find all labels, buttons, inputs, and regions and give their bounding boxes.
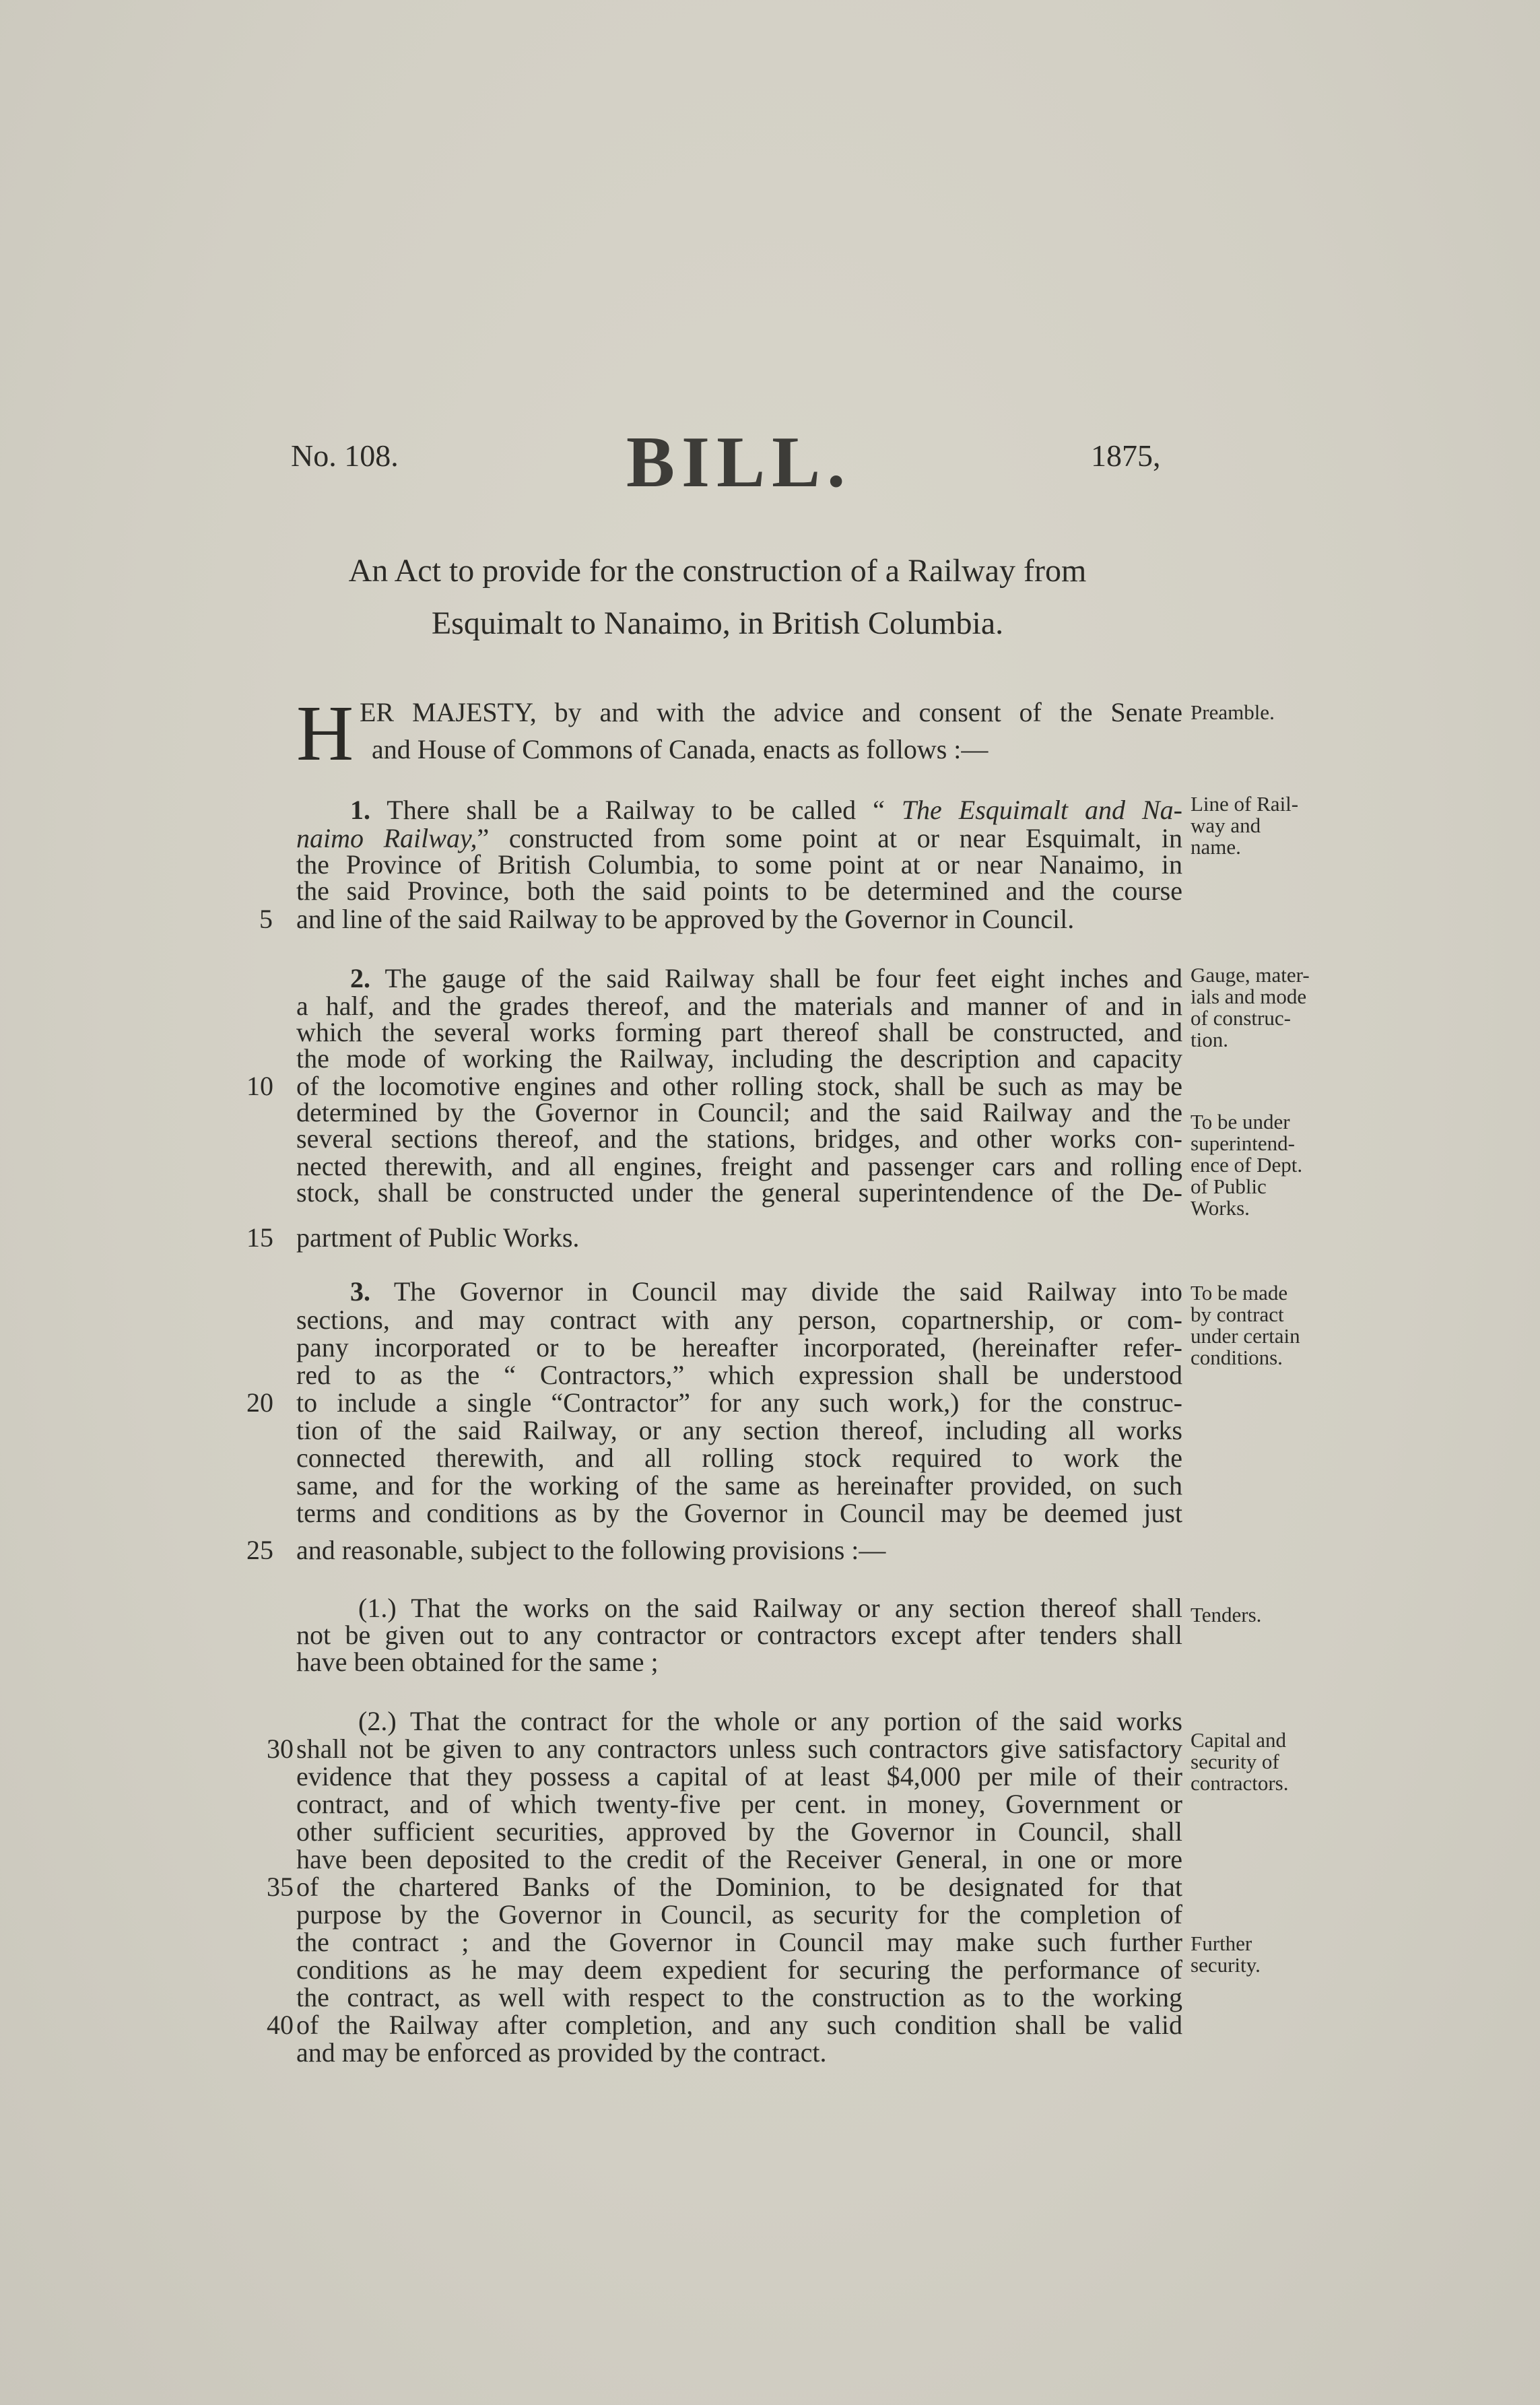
- section-2-line: several sections thereof, and the stations, bridges, and other works con-: [296, 1123, 1182, 1154]
- margin-note: name.: [1191, 835, 1241, 859]
- section-3-line: terms and conditions as by the Governor in Council may be deemed just: [296, 1498, 1182, 1528]
- margin-note: Tenders.: [1191, 1603, 1262, 1626]
- section-1-line: the said Province, both the said points to be determined and the course: [296, 876, 1182, 906]
- margin-note: Gauge, mater-: [1191, 963, 1310, 987]
- bill-heading: BILL.: [626, 422, 852, 502]
- text-span: The gauge of the said Railway shall be four feet eight inches and: [370, 963, 1182, 993]
- provision-2-line: conditions as he may deem expedient for securing the performance of: [296, 1954, 1182, 1985]
- section-number: 1.: [350, 795, 370, 825]
- provision-2-line: and may be enforced as provided by the contract.: [296, 2037, 827, 2068]
- provision-2-line: shall not be given to any contractors unless such contractors give satisfactory: [296, 1734, 1182, 1764]
- section-1-line: and line of the said Railway to be approved by the Governor in Council.: [296, 904, 1075, 934]
- provision-2-line: of the Railway after completion, and any such condition shall be valid: [296, 2010, 1182, 2040]
- provision-2-line: evidence that they possess a capital of at least $4,000 per mile of their: [296, 1761, 1182, 1791]
- section-2-line: partment of Public Works.: [296, 1222, 580, 1253]
- provision-1-line: (1.) That the works on the said Railway or any section thereof shall: [358, 1593, 1182, 1623]
- drop-cap: H: [296, 689, 354, 777]
- bill-year: 1875,: [1091, 438, 1161, 473]
- line-number: 20: [246, 1387, 273, 1418]
- section-2-line: nected therewith, and all engines, freight and passenger cars and rolling: [296, 1151, 1182, 1181]
- margin-note: contractors.: [1191, 1771, 1289, 1795]
- text-span: There shall be a Railway to be called “: [370, 795, 902, 825]
- section-number: 3.: [350, 1276, 370, 1307]
- line-number: 10: [246, 1071, 273, 1101]
- line-number: 5: [259, 904, 273, 934]
- margin-note: To be made: [1191, 1281, 1288, 1305]
- section-2-line: a half, and the grades thereof, and the materials and manner of and in: [296, 991, 1182, 1021]
- provision-2-line: of the chartered Banks of the Dominion, to be designated for that: [296, 1872, 1182, 1902]
- margin-note: To be under: [1191, 1110, 1290, 1133]
- provision-2-line: the contract ; and the Governor in Council may make such further: [296, 1927, 1182, 1957]
- section-3-line: connected therewith, and all rolling stock required to work the: [296, 1443, 1182, 1473]
- section-3-line: pany incorporated or to be hereafter incorporated, (hereinafter refer-: [296, 1332, 1182, 1362]
- act-title-line-2: Esquimalt to Nanaimo, in British Columbia.: [431, 605, 1004, 641]
- section-number: 2.: [350, 963, 370, 993]
- act-title-line-1: An Act to provide for the construction of a Railway from: [348, 553, 1087, 589]
- section-1-line: the Province of British Columbia, to some point at or near Nanaimo, in: [296, 849, 1182, 880]
- line-number: 30: [267, 1734, 294, 1764]
- margin-note: tion.: [1191, 1028, 1228, 1051]
- provision-1-line: not be given out to any contractor or contractors except after tenders shall: [296, 1620, 1182, 1650]
- provision-2-line: other sufficient securities, approved by the Governor in Council, shall: [296, 1816, 1182, 1847]
- section-3-line: and reasonable, subject to the following provisions :—: [296, 1535, 886, 1565]
- section-1-line: [350, 797, 1182, 824]
- margin-note: Works.: [1191, 1196, 1250, 1220]
- margin-note: by contract: [1191, 1303, 1284, 1326]
- provision-2-line: the contract, as well with respect to the construction as to the working: [296, 1982, 1182, 2012]
- line-number: 25: [246, 1535, 273, 1565]
- section-2-line: stock, shall be constructed under the general superintendence of the De-: [296, 1177, 1182, 1208]
- line-number: 15: [246, 1222, 273, 1253]
- margin-note: under certain: [1191, 1324, 1300, 1348]
- section-2-line: determined by the Governor in Council; and the said Railway and the: [296, 1097, 1182, 1127]
- text-span: ” constructed from some point at or near Esquimalt, in: [477, 823, 1182, 853]
- italic-name: naimo Railway,: [296, 823, 477, 853]
- margin-note: Line of Rail-: [1191, 792, 1299, 816]
- margin-note: Further: [1191, 1932, 1252, 1955]
- preamble-line: ER MAJESTY, by and with the advice and consent of the Senate: [360, 697, 1182, 727]
- provision-2-line: have been deposited to the credit of the Receiver General, in one or more: [296, 1844, 1182, 1874]
- section-3-line: tion of the said Railway, or any section thereof, including all works: [296, 1415, 1182, 1445]
- margin-note: ence of Dept.: [1191, 1153, 1303, 1177]
- provision-2-line: contract, and of which twenty-five per cent. in money, Government or: [296, 1789, 1182, 1819]
- section-3-line: red to as the “ Contractors,” which expression shall be understood: [296, 1360, 1182, 1390]
- section-3-line: [350, 1278, 1182, 1305]
- margin-note: Capital and: [1191, 1728, 1287, 1752]
- section-3-line: sections, and may contract with any person, copartnership, or com-: [296, 1305, 1182, 1335]
- section-1-line: [296, 825, 1182, 852]
- margin-note: of construc-: [1191, 1006, 1291, 1030]
- provision-1-line: have been obtained for the same ;: [296, 1647, 659, 1677]
- section-3-line: same, and for the working of the same as hereinafter provided, on such: [296, 1470, 1182, 1501]
- margin-note: of Public: [1191, 1175, 1267, 1198]
- margin-note: way and: [1191, 814, 1261, 837]
- provision-2-line: purpose by the Governor in Council, as security for the completion of: [296, 1899, 1182, 1930]
- margin-note: security.: [1191, 1953, 1261, 1977]
- provision-2-line: (2.) That the contract for the whole or any portion of the said works: [358, 1706, 1182, 1736]
- section-2-line: of the locomotive engines and other rolling stock, shall be such as may be: [296, 1071, 1182, 1101]
- bill-number: No. 108.: [291, 438, 399, 473]
- margin-note: conditions.: [1191, 1346, 1283, 1369]
- section-2-line: the mode of working the Railway, including the description and capacity: [296, 1043, 1182, 1074]
- margin-note: security of: [1191, 1750, 1279, 1773]
- italic-name: The Esquimalt and Na-: [901, 795, 1182, 825]
- margin-note-preamble: Preamble.: [1191, 700, 1275, 724]
- line-number: 35: [267, 1872, 294, 1902]
- margin-note: ials and mode: [1191, 985, 1307, 1008]
- text-span: The Governor in Council may divide the said Railway into: [370, 1276, 1182, 1307]
- line-number: 40: [267, 2010, 294, 2040]
- preamble-line: and House of Commons of Canada, enacts as follows :—: [372, 734, 989, 764]
- section-3-line: to include a single “Contractor” for any such work,) for the construc-: [296, 1387, 1182, 1418]
- margin-note: superintend-: [1191, 1131, 1295, 1155]
- section-2-line: [350, 965, 1182, 992]
- section-2-line: which the several works forming part thereof shall be constructed, and: [296, 1017, 1182, 1047]
